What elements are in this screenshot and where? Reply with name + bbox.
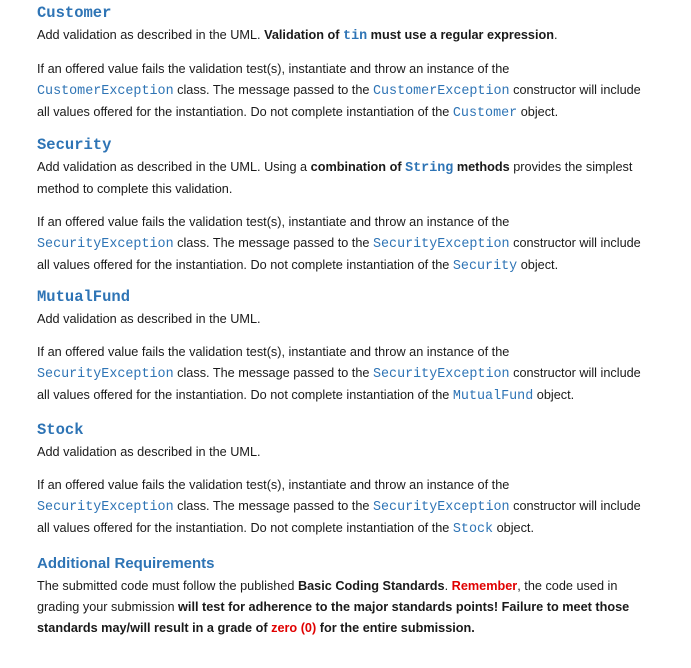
stock-exception-paragraph: If an offered value fails the validation test(s), instantiate and throw an instance of the SecurityException class. The message passed to the SecurityException constructor will include all values offered for the instantiation. Do not complete instantiation of the Stock object. [37,478,641,537]
customer-heading: Customer [37,4,112,22]
mutualfund-validation-paragraph: Add validation as described in the UML. [37,312,261,326]
customer-section [37,3,677,124]
mutualfund-heading: MutualFund [37,288,131,306]
additional-requirements-paragraph: The submitted code must follow the published Basic Coding Standards. Remember, the code used in grading your submission will test for adherence to the major standards points! Failure to meet those standards may/will result in a grade of zero (0) for the entire submission. [37,579,630,635]
stock-validation-paragraph: Add validation as described in the UML. [37,445,261,459]
stock-section [37,420,677,540]
security-heading: Security [37,136,112,154]
security-exception-paragraph: If an offered value fails the validation test(s), instantiate and throw an instance of the SecurityException class. The message passed to the SecurityException constructor will include all values offered for the instantiation. Do not complete instantiation of the Security object. [37,215,641,274]
stock-heading: Stock [37,421,84,439]
additional-requirements-section [37,554,677,639]
mutualfund-exception-paragraph: If an offered value fails the validation test(s), instantiate and throw an instance of the SecurityException class. The message passed to the SecurityException constructor will include all values offered for the instantiation. Do not complete instantiation of the MutualFund object. [37,345,641,404]
mutualfund-section [37,287,677,407]
customer-exception-paragraph: If an offered value fails the validation test(s), instantiate and throw an instance of the CustomerException class. The message passed to the CustomerException constructor will include all values offered for the instantiation. Do not complete instantiation of the Customer object. [37,62,641,121]
additional-requirements-heading: Additional Requirements [37,555,215,572]
security-section [37,135,677,277]
customer-validation-paragraph: Add validation as described in the UML. Validation of tin must use a regular expression. [37,28,558,44]
security-validation-paragraph: Add validation as described in the UML. Using a combination of String methods provides the simplest method to complete this validation. [37,160,633,196]
